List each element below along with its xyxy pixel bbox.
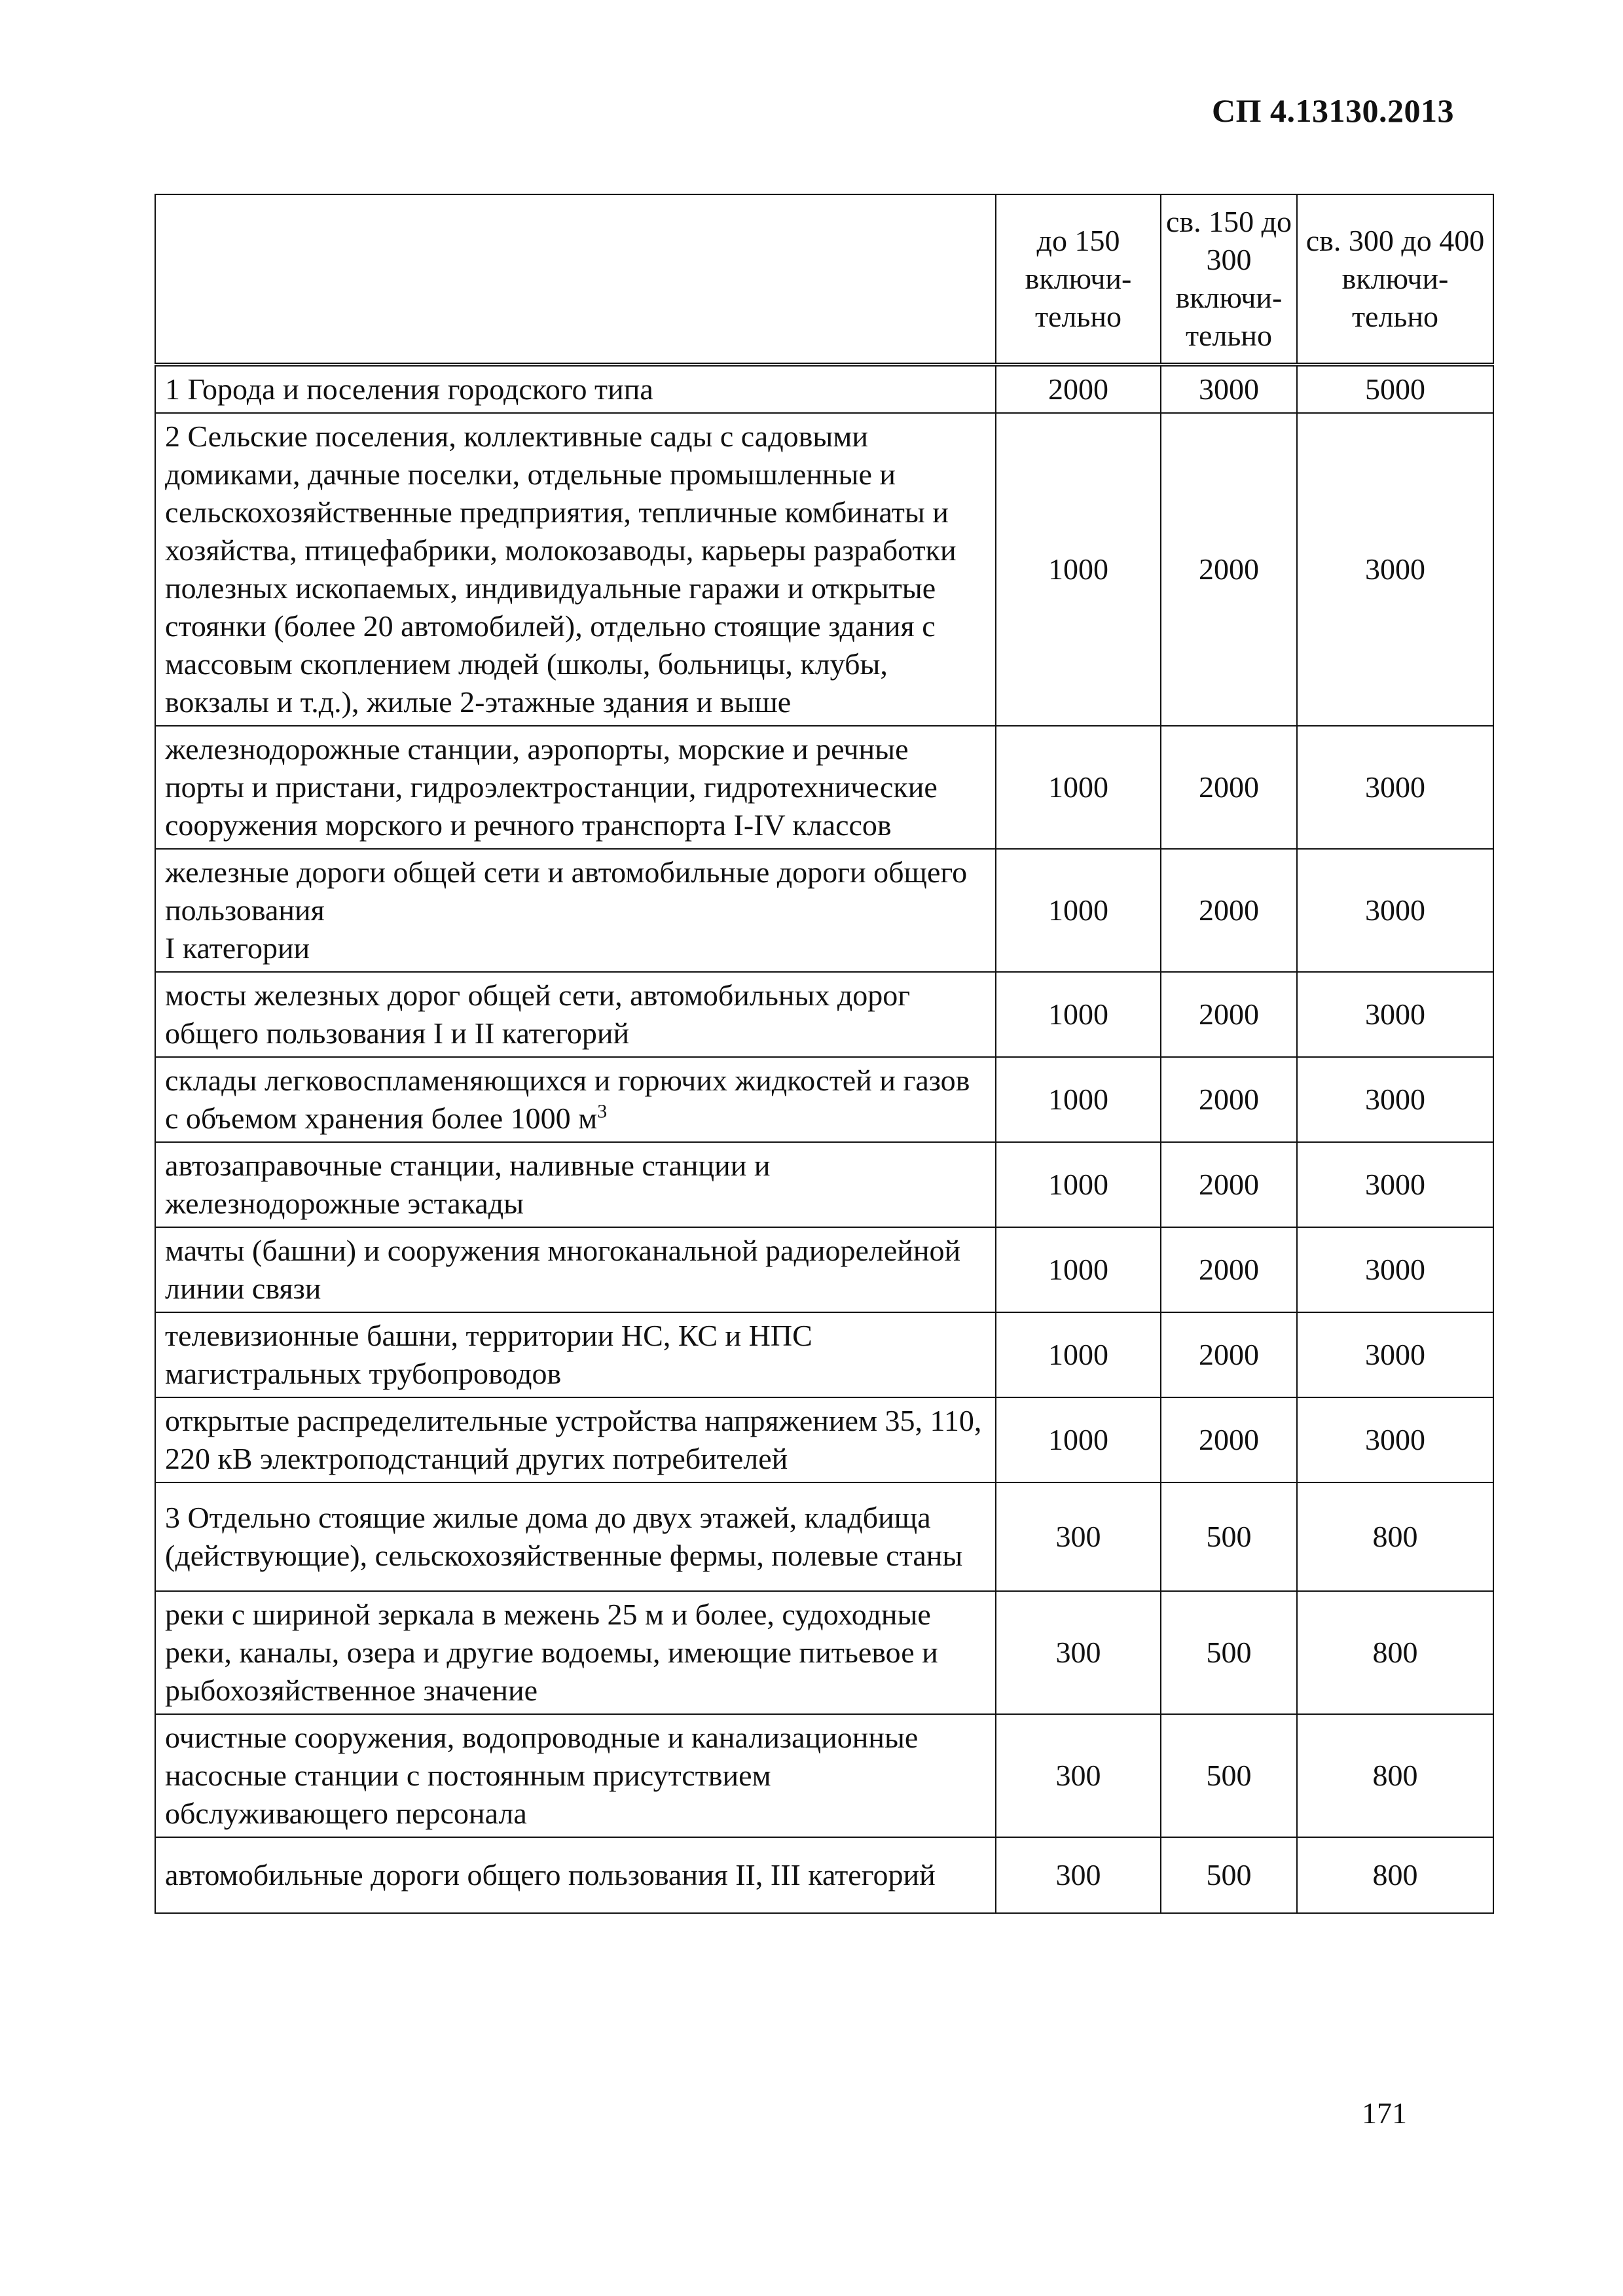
table-row xyxy=(155,1142,1493,1227)
distance-value-col-2: 2000 xyxy=(1161,413,1297,726)
header-cell-300-to-400: св. 300 до 400 включи-тельно xyxy=(1297,194,1493,365)
distance-value-col-2: 500 xyxy=(1161,1591,1297,1714)
object-description-cell xyxy=(155,1591,996,1714)
distance-value-col-1: 300 xyxy=(996,1837,1161,1913)
distance-value-col-3: 3000 xyxy=(1297,1312,1493,1397)
object-description: 1 Города и поселения городского типа xyxy=(165,372,653,406)
distance-value-col-3: 3000 xyxy=(1297,1227,1493,1312)
object-description-cell xyxy=(155,1837,996,1913)
distance-value-col-1: 300 xyxy=(996,1482,1161,1591)
object-description: 3 Отдельно стоящие жилые дома до двух этажей, кладбища (действующие), сельскохозяйственные фермы, полевые станы xyxy=(165,1501,963,1572)
distance-value-col-3: 3000 xyxy=(1297,972,1493,1057)
object-description-cell xyxy=(155,972,996,1057)
distance-value-col-1: 2000 xyxy=(996,365,1161,413)
document-code: СП 4.13130.2013 xyxy=(1212,92,1454,129)
distance-value-col-3: 800 xyxy=(1297,1482,1493,1591)
table-header-row xyxy=(155,194,1493,365)
object-description: автозаправочные станции, наливные станции и железнодорожные эстакады xyxy=(165,1149,771,1220)
distance-value-col-2: 2000 xyxy=(1161,1057,1297,1142)
distance-value-col-1: 1000 xyxy=(996,1227,1161,1312)
distance-value-col-3: 5000 xyxy=(1297,365,1493,413)
object-description: 2 Сельские поселения, коллективные сады с садовыми домиками, дачные поселки, отдельные промышленные и сельскохозяйственные предприятия, тепличные комбинаты и хозяйства, птицефабрики, молокозаводы, карьеры разработки полезных ископаемых, индивидуальные гаражи и открытые стоянки (более 20 автомобилей), отдельно стоящие здания с массовым скоплением людей (школы, больницы, клубы, вокзалы и т.д.), жилые 2-этажные здания и выше xyxy=(165,420,957,719)
object-description: открытые распределительные устройства напряжением 35, 110, 220 кВ электроподстанций других потребителей xyxy=(165,1404,982,1475)
distance-value-col-3: 3000 xyxy=(1297,1057,1493,1142)
table-row xyxy=(155,1227,1493,1312)
table-row xyxy=(155,972,1493,1057)
distance-value-col-2: 2000 xyxy=(1161,1227,1297,1312)
table-body xyxy=(155,365,1493,1913)
object-description: реки с шириной зеркала в межень 25 м и более, судоходные реки, каналы, озера и другие водоемы, имеющие питьевое и рыбохозяйственное значение xyxy=(165,1598,938,1707)
distance-value-col-3: 3000 xyxy=(1297,1397,1493,1482)
object-description-cell xyxy=(155,1312,996,1397)
object-description-cell xyxy=(155,726,996,849)
header-cell-object xyxy=(155,194,996,365)
table-row xyxy=(155,1837,1493,1913)
distance-value-col-3: 800 xyxy=(1297,1591,1493,1714)
distance-value-col-3: 3000 xyxy=(1297,1142,1493,1227)
distance-value-col-1: 1000 xyxy=(996,1312,1161,1397)
distance-value-col-1: 300 xyxy=(996,1591,1161,1714)
distance-table-container xyxy=(155,194,1493,1914)
object-description: железнодорожные станции, аэропорты, морские и речные порты и пристани, гидроэлектростанции, гидротехнические сооружения морского и речного транспорта I-IV классов xyxy=(165,732,938,842)
distance-value-col-3: 3000 xyxy=(1297,413,1493,726)
distance-value-col-2: 500 xyxy=(1161,1837,1297,1913)
object-description-cell xyxy=(155,1482,996,1591)
object-description: склады легковоспламеняющихся и горючих жидкостей и газов с объемом хранения более 1000 м xyxy=(165,1064,970,1135)
object-description: телевизионные башни, территории НС, КС и НПС магистральных трубопроводов xyxy=(165,1319,812,1390)
page-number: 171 xyxy=(1362,2096,1407,2130)
header-cell-150-to-300: св. 150 до 300 включи-тельно xyxy=(1161,194,1297,365)
distance-table xyxy=(155,194,1494,1914)
distance-value-col-2: 2000 xyxy=(1161,1312,1297,1397)
object-description: мачты (башни) и сооружения многоканальной радиорелейной линии связи xyxy=(165,1234,961,1305)
table-row xyxy=(155,1397,1493,1482)
table-row xyxy=(155,413,1493,726)
table-row xyxy=(155,1312,1493,1397)
distance-value-col-3: 800 xyxy=(1297,1837,1493,1913)
unit-superscript: 3 xyxy=(597,1100,608,1122)
object-description-cell xyxy=(155,1142,996,1227)
distance-value-col-1: 1000 xyxy=(996,849,1161,972)
distance-value-col-2: 2000 xyxy=(1161,1142,1297,1227)
distance-value-col-3: 3000 xyxy=(1297,849,1493,972)
table-row xyxy=(155,1057,1493,1142)
object-description-cell xyxy=(155,413,996,726)
table-row xyxy=(155,1591,1493,1714)
table-row xyxy=(155,1482,1493,1591)
distance-value-col-3: 800 xyxy=(1297,1714,1493,1837)
distance-value-col-1: 1000 xyxy=(996,1142,1161,1227)
distance-value-col-2: 2000 xyxy=(1161,726,1297,849)
object-description-cell xyxy=(155,1227,996,1312)
distance-value-col-2: 500 xyxy=(1161,1714,1297,1837)
distance-value-col-1: 1000 xyxy=(996,1057,1161,1142)
distance-value-col-1: 1000 xyxy=(996,413,1161,726)
table-row xyxy=(155,365,1493,413)
distance-value-col-1: 300 xyxy=(996,1714,1161,1837)
header-cell-up-to-150: до 150 включи-тельно xyxy=(996,194,1161,365)
object-description-cell xyxy=(155,1397,996,1482)
distance-value-col-2: 2000 xyxy=(1161,1397,1297,1482)
distance-value-col-1: 1000 xyxy=(996,1397,1161,1482)
object-description-cell xyxy=(155,1714,996,1837)
distance-value-col-2: 500 xyxy=(1161,1482,1297,1591)
object-description-cell xyxy=(155,849,996,972)
distance-value-col-3: 3000 xyxy=(1297,726,1493,849)
object-description: железные дороги общей сети и автомобильные дороги общего пользования I категории xyxy=(165,855,968,965)
object-description-cell xyxy=(155,1057,996,1142)
object-description: автомобильные дороги общего пользования II, III категорий xyxy=(165,1858,936,1892)
table-row xyxy=(155,1714,1493,1837)
distance-value-col-2: 2000 xyxy=(1161,849,1297,972)
object-description-cell xyxy=(155,365,996,413)
distance-value-col-1: 1000 xyxy=(996,972,1161,1057)
table-row xyxy=(155,726,1493,849)
object-description: очистные сооружения, водопроводные и канализационные насосные станции с постоянным присутствием обслуживающего персонала xyxy=(165,1721,919,1830)
distance-value-col-2: 2000 xyxy=(1161,972,1297,1057)
distance-value-col-1: 1000 xyxy=(996,726,1161,849)
object-description: мосты железных дорог общей сети, автомобильных дорог общего пользования I и II категорий xyxy=(165,978,911,1050)
table-row xyxy=(155,849,1493,972)
distance-value-col-2: 3000 xyxy=(1161,365,1297,413)
